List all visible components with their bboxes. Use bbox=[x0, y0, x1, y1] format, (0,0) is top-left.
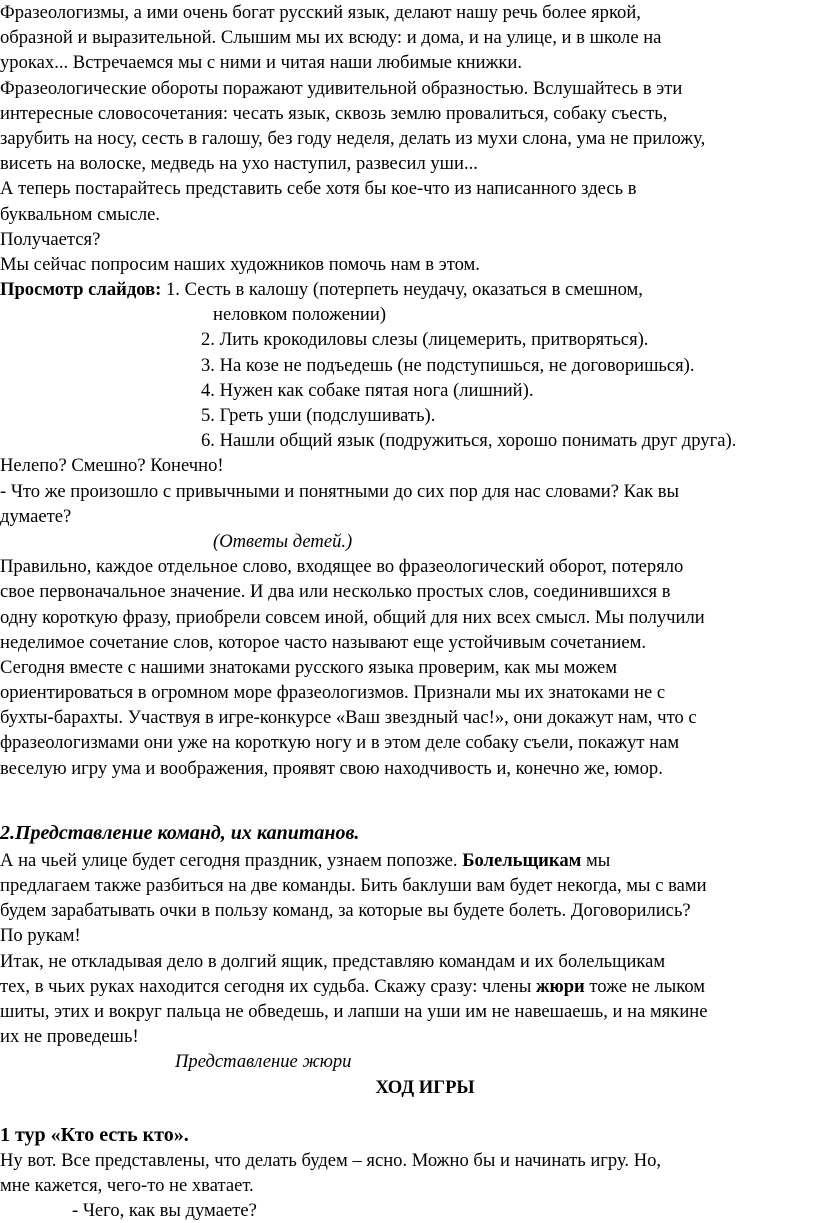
text-line: ориентироваться в огромном море фразеологизмов. Признали мы их знатоками не с bbox=[0, 682, 666, 704]
text-span: А на чьей улице будет сегодня праздник, узнаем попозже. bbox=[0, 849, 463, 871]
text-line: - Что же произошло с привычными и понятными до сих пор для нас словами? Как вы bbox=[0, 480, 680, 502]
text-line: предлагаем также разбиться на две команды. Бить баклуши вам будет некогда, мы с вами bbox=[0, 875, 707, 896]
paragraph bbox=[0, 655, 810, 781]
slide-item: 1. Сесть в калошу (потерпеть неудачу, оказаться в смешном, bbox=[166, 279, 643, 301]
text-line: мне кажется, чего-то не хватает. bbox=[0, 1175, 254, 1197]
text-line: неделимое сочетание слов, которое часто называют еще устойчивым сочетанием. bbox=[0, 631, 647, 653]
text-line: думаете? bbox=[0, 505, 72, 527]
paragraph bbox=[0, 848, 810, 949]
text-line: образной и выразительной. Слышим мы их всюду: и дома, и на улице, и в школе на bbox=[0, 27, 662, 49]
answers-note: (Ответы детей.) bbox=[213, 530, 353, 552]
text-line: Мы сейчас попросим наших художников помочь нам в этом. bbox=[0, 253, 480, 275]
slide-item: 6. Нашли общий язык (подружиться, хорошо понимать друг друга). bbox=[201, 430, 737, 452]
text-line: фразеологизмами они уже на короткую ногу и в этом деле собаку съели, покажут нам bbox=[0, 732, 680, 754]
text-span: тоже не лыком bbox=[584, 975, 706, 997]
text-line: шиты, этих и вокруг пальца не обведешь, и лапши на уши им не навешаешь, и на мякине bbox=[0, 1000, 708, 1022]
text-line: Нелепо? Смешно? Конечно! bbox=[0, 455, 224, 477]
game-title: ХОД ИГРЫ bbox=[375, 1076, 475, 1098]
paragraph bbox=[0, 949, 810, 1050]
text-line: висеть на волоске, медведь на ухо наступил, развесил уши... bbox=[0, 153, 478, 175]
text-line: По рукам! bbox=[0, 925, 81, 947]
text-span: тех, в чьих руках находится сегодня их судьба. Скажу сразу: члены bbox=[0, 975, 536, 997]
intro-paragraph-1 bbox=[0, 0, 810, 76]
text-span: мы bbox=[581, 849, 611, 871]
text-line: уроках... Встречаемся мы с ними и читая наши любимые книжки. bbox=[0, 52, 523, 74]
slide-item: 3. На козе не подъедешь (не подступишься, не договоришься). bbox=[201, 354, 695, 376]
text-line: свое первоначальное значение. И два или несколько простых слов, соединившихся в bbox=[0, 581, 671, 603]
text-line: Сегодня вместе с нашими знатоками русского языка проверим, как мы можем bbox=[0, 656, 617, 678]
text-line: А теперь постарайтесь представить себе хотя бы кое-что из написанного здесь в bbox=[0, 178, 637, 200]
question-line: Получается? bbox=[0, 228, 101, 250]
slides-list bbox=[0, 277, 810, 453]
slide-item-continued: неловком положении) bbox=[213, 304, 387, 326]
text-line: буквальном смысле. bbox=[0, 203, 161, 225]
bold-word: жюри bbox=[536, 975, 585, 997]
slides-first-line bbox=[0, 277, 810, 302]
text-line bbox=[0, 848, 810, 873]
slide-item: 2. Лить крокодиловы слезы (лицемерить, притворяться). bbox=[201, 329, 649, 351]
text-line: Ну вот. Все представлены, что делать будем – ясно. Можно бы и начинать игру. Но, bbox=[0, 1149, 662, 1171]
text-line: их не проведешь! bbox=[0, 1026, 139, 1048]
paragraph bbox=[0, 554, 810, 655]
bold-word: Болельщикам bbox=[462, 849, 582, 871]
text-line: зарубить на носу, сесть в галошу, без году неделя, делать из мухи слона, ума не приложу, bbox=[0, 127, 706, 149]
text-line: бухты-барахты. Участвуя в игре-конкурсе «Ваш звездный час!», они докажут нам, что с bbox=[0, 707, 697, 729]
text-line: Итак, не откладывая дело в долгий ящик, представляю командам и их болельщикам bbox=[0, 950, 666, 972]
jury-note: Представление жюри bbox=[175, 1051, 352, 1073]
text-line: Фразеологические обороты поражают удивительной образностью. Вслушайтесь в эти bbox=[0, 77, 683, 99]
round-heading: 1 тур «Кто есть кто». bbox=[0, 1123, 189, 1146]
text-line bbox=[0, 974, 810, 999]
text-line: Правильно, каждое отдельное слово, входящее во фразеологический оборот, потеряло bbox=[0, 556, 684, 578]
question-line: - Чего, как вы думаете? bbox=[72, 1200, 257, 1222]
text-line: веселую игру ума и воображения, проявят свою находчивость и, конечно же, юмор. bbox=[0, 757, 663, 779]
slide-item: 5. Греть уши (подслушивать). bbox=[201, 405, 436, 426]
slides-label: Просмотр слайдов: bbox=[0, 279, 162, 301]
text-line: Фразеологизмы, а ими очень богат русский язык, делают нашу речь более яркой, bbox=[0, 2, 641, 23]
slide-item: 4. Нужен как собаке пятая нога (лишний). bbox=[201, 379, 534, 401]
text-line: интересные словосочетания: чесать язык, сквозь землю провалиться, собаку съесть, bbox=[0, 102, 668, 124]
intro-paragraph-3 bbox=[0, 176, 810, 226]
intro-paragraph-2 bbox=[0, 76, 810, 177]
text-line: одну короткую фразу, приобрели совсем иной, общий для них всех смысл. Мы получили bbox=[0, 606, 705, 628]
text-line: будем зарабатывать очки в пользу команд, за которые вы будете болеть. Договорились? bbox=[0, 900, 691, 922]
section-heading: 2.Представление команд, их капитанов. bbox=[0, 821, 360, 844]
